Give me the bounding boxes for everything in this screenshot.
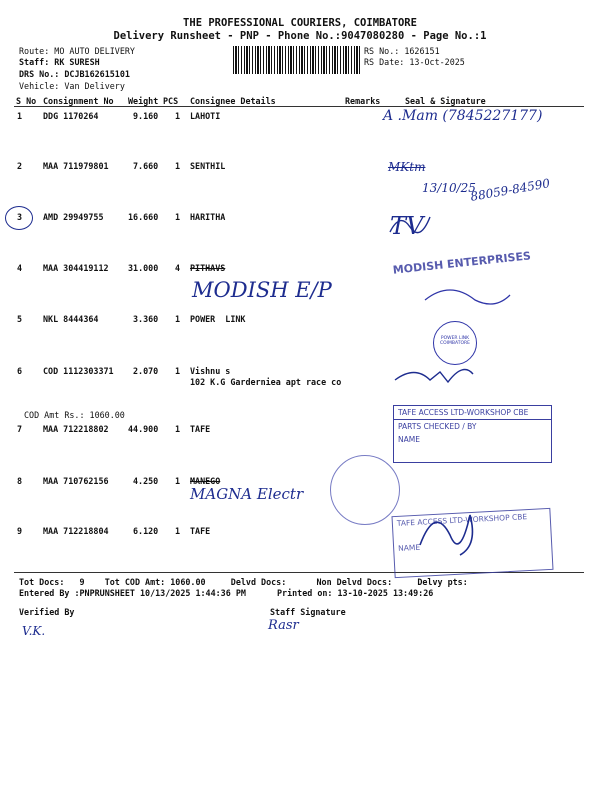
row-consignment: MAA 304419112 <box>43 263 109 273</box>
verified-by-label: Verified By <box>19 607 75 617</box>
row-weight: 2.070 <box>133 366 159 376</box>
row-consignment: COD 1112303371 <box>43 366 114 376</box>
cod-amount: COD Amt Rs.: 1060.00 <box>24 410 125 420</box>
row-weight: 6.120 <box>133 526 159 536</box>
row-weight: 7.660 <box>133 161 159 171</box>
row-pcs: 1 <box>175 526 181 536</box>
row-weight: 16.660 <box>128 212 159 222</box>
row-consignee: Vishnu s <box>190 366 231 376</box>
row-sno: 6 <box>17 366 23 376</box>
staff-signature: Rasr <box>268 618 299 633</box>
handwritten-receiver-4: MODISH E/P <box>192 278 332 302</box>
row-consignment: AMD 29949755 <box>43 212 104 222</box>
row-consignee: SENTHIL <box>190 161 226 171</box>
modish-stamp-text: MODISH ENTERPRISES <box>392 249 532 277</box>
row-consignee: TAFE <box>190 526 211 536</box>
row-consignee: LAHOTI <box>190 111 221 121</box>
rs-number: RS No.: 1626151 <box>364 46 440 56</box>
handwritten-sign-3: TV <box>390 212 424 240</box>
entered-by: Entered By :PNPRUNSHEET 10/13/2025 1:44:36 PM <box>19 588 246 598</box>
totals-line: Tot Docs: 9 Tot COD Amt: 1060.00 Delvd Docs: Non Delvd Docs: Delvy pts: <box>19 577 468 587</box>
row-sno: 3 <box>17 212 23 222</box>
col-consignment: Consignment No <box>43 96 114 106</box>
handwritten-receiver-8: MAGNA Electr <box>190 485 304 503</box>
row-sno: 9 <box>17 526 23 536</box>
row-sno: 8 <box>17 476 23 486</box>
row-weight: 9.160 <box>133 111 159 121</box>
row-pcs: 1 <box>175 212 181 222</box>
row-weight: 3.360 <box>133 314 159 324</box>
powerlink-seal-text: POWER LINK COIMBATORE <box>440 336 470 346</box>
tafe-stamp-1-checked: PARTS CHECKED / BY <box>398 422 477 431</box>
row-sno: 7 <box>17 424 23 434</box>
tafe-stamp-1-header: TAFE ACCESS LTD-WORKSHOP CBE <box>394 406 551 420</box>
row-pcs: 1 <box>175 366 181 376</box>
row-consignee: MANEGO <box>190 476 221 486</box>
row-weight: 4.250 <box>133 476 159 486</box>
col-weight: Weight <box>128 96 159 106</box>
row-pcs: 1 <box>175 161 181 171</box>
vehicle-label: Vehicle: Van Delivery <box>19 81 125 91</box>
tafe-stamp-1-name: NAME <box>398 435 420 444</box>
row-consignee: HARITHA <box>190 212 226 222</box>
rs-date: RS Date: 13-Oct-2025 <box>364 57 465 67</box>
row-sno: 5 <box>17 314 23 324</box>
col-consignee: Consignee Details <box>190 96 276 106</box>
staff-signature-label: Staff Signature <box>270 607 346 617</box>
handwritten-receiver-1: A .Mam (7845227177) <box>383 108 543 124</box>
row-consignee: POWER LINK <box>190 314 246 324</box>
printed-on: Printed on: 13-10-2025 13:49:26 <box>277 588 434 598</box>
row-pcs: 1 <box>175 424 181 434</box>
row-consignee: PITHAVS <box>190 263 226 273</box>
verified-signature: V.K. <box>22 624 46 638</box>
tafe-stamp-2-name: NAME <box>397 542 421 553</box>
row-pcs: 1 <box>175 476 181 486</box>
row-consignment: NKL 8444364 <box>43 314 99 324</box>
row-consignment: MAA 712218802 <box>43 424 109 434</box>
row-pcs: 1 <box>175 111 181 121</box>
row-consignment: MAA 712218804 <box>43 526 109 536</box>
route-label: Route: MO AUTO DELIVERY <box>19 46 135 56</box>
row-pcs: 4 <box>175 263 181 273</box>
row-consignee: TAFE <box>190 424 211 434</box>
drs-label: DRS No.: DCJB162615101 <box>19 69 130 79</box>
row-sno: 4 <box>17 263 23 273</box>
handwritten-date-2: 13/10/25 <box>422 181 476 195</box>
row-address: 102 K.G Garderniea apt race co <box>190 377 342 387</box>
handwritten-sign-2a: MKtm <box>388 160 426 174</box>
tafe-stamp-2-header: TAFE ACCESS LTD-WORKSHOP CBE <box>396 512 528 528</box>
row-consignment: DDG 1170264 <box>43 111 99 121</box>
company-title: THE PROFESSIONAL COURIERS, COIMBATORE <box>183 17 417 29</box>
row-consignment: MAA 711979801 <box>43 161 109 171</box>
col-pcs: PCS <box>163 96 179 106</box>
row-weight: 31.000 <box>128 263 159 273</box>
col-seal: Seal & Signature <box>405 96 486 106</box>
row-consignment: MAA 710762156 <box>43 476 109 486</box>
row-weight: 44.900 <box>128 424 159 434</box>
row-pcs: 1 <box>175 314 181 324</box>
row-sno: 2 <box>17 161 23 171</box>
row-sno: 1 <box>17 111 23 121</box>
handwritten-phone-2: 88059-84590 <box>469 176 552 204</box>
col-remarks: Remarks <box>345 96 381 106</box>
col-sno: S No <box>16 96 37 106</box>
runsheet-title: Delivery Runsheet - PNP - Phone No.:9047080280 - Page No.:1 <box>113 30 487 42</box>
staff-label: Staff: RK SURESH <box>19 57 100 67</box>
